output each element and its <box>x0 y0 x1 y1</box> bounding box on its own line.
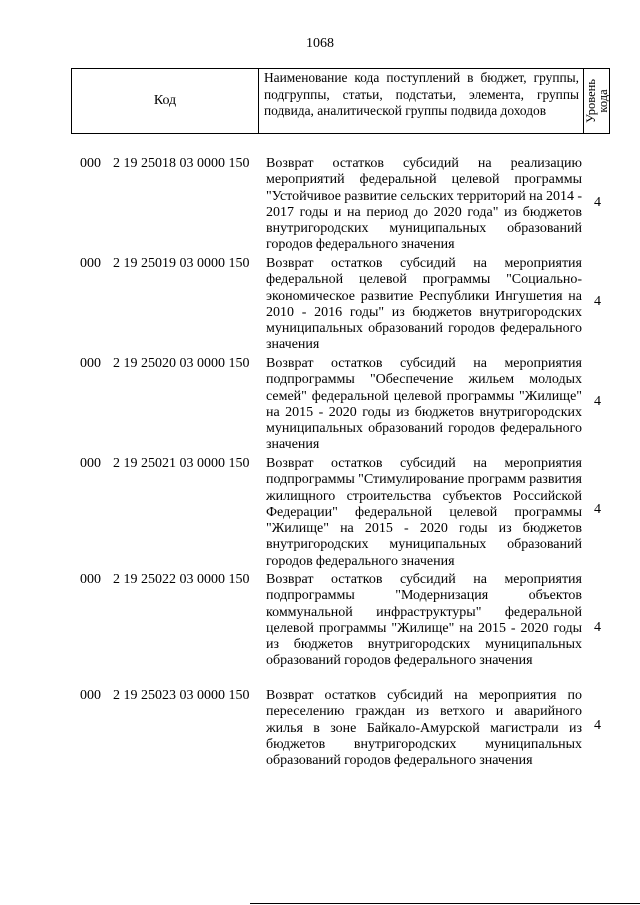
admin-code: 000 <box>80 456 101 471</box>
code-level: 4 <box>594 294 601 309</box>
table-header <box>71 68 610 134</box>
table-row <box>0 572 640 682</box>
admin-code: 000 <box>80 572 101 587</box>
footer-rule <box>250 903 640 904</box>
code-level: 4 <box>594 620 601 635</box>
admin-code: 000 <box>80 156 101 171</box>
header-level <box>584 69 609 133</box>
header-code: Код <box>72 69 259 133</box>
admin-code: 000 <box>80 356 101 371</box>
header-name: Наименование кода поступлений в бюджет, группы, подгруппы, статьи, подстатьи, элемента, группы подвида, аналитической группы подвида доходов <box>259 69 584 133</box>
income-code: 2 19 25023 03 0000 150 <box>113 688 250 703</box>
income-name: Возврат остатков субсидий на мероприятия подпрограммы "Стимулирование программ развития жилищного строительства субъектов Российской Федерации" федеральной целевой программы "Жилище" на 2015 - 2020 годы из бюджетов внутригородских муниципальных образований городов федерального значения <box>266 456 582 569</box>
income-name: Возврат остатков субсидий на мероприятия подпрограммы "Обеспечение жильем молодых семей" федеральной целевой программы "Жилище" на 2015 - 2020 годы из бюджетов внутригородских муниципальных образований городов федерального значения <box>266 356 582 453</box>
table-row <box>0 156 640 266</box>
admin-code: 000 <box>80 688 101 703</box>
income-name: Возврат остатков субсидий на мероприятия подпрограммы "Модернизация объектов коммунальной инфраструктуры" федеральной целевой программы "Жилище" на 2015 - 2020 годы из бюджетов внутригородских муниципальных образований городов федерального значения <box>266 572 582 669</box>
income-code: 2 19 25020 03 0000 150 <box>113 356 250 371</box>
header-level-label: Уровень кода <box>584 78 609 124</box>
code-level: 4 <box>594 195 601 210</box>
income-name: Возврат остатков субсидий на мероприятия по переселению граждан из ветхого и аварийного жилья в зоне Байкало-Амурской магистрали из бюджетов внутригородских муниципальных образований городов федерального значения <box>266 688 582 769</box>
income-code: 2 19 25018 03 0000 150 <box>113 156 250 171</box>
admin-code: 000 <box>80 256 101 271</box>
table-row <box>0 688 640 798</box>
code-level: 4 <box>594 502 601 517</box>
table-row <box>0 256 640 366</box>
income-code: 2 19 25019 03 0000 150 <box>113 256 250 271</box>
income-code: 2 19 25022 03 0000 150 <box>113 572 250 587</box>
income-name: Возврат остатков субсидий на мероприятия федеральной целевой программы "Социально-экономическое развитие Республики Ингушетия на 2010 - 2016 годы" из бюджетов внутригородских муниципальных образований городов федерального значения <box>266 256 582 353</box>
income-code: 2 19 25021 03 0000 150 <box>113 456 250 471</box>
code-level: 4 <box>594 718 601 733</box>
table-row <box>0 456 640 569</box>
table-row <box>0 356 640 466</box>
income-name: Возврат остатков субсидий на реализацию мероприятий федеральной целевой программы "Устойчивое развитие сельских территорий на 2014 - 2017 годы и на период до 2020 года" из бюджетов внутригородских муниципальных образований городов федерального значения <box>266 156 582 253</box>
page-number: 1068 <box>306 36 334 51</box>
code-level: 4 <box>594 394 601 409</box>
